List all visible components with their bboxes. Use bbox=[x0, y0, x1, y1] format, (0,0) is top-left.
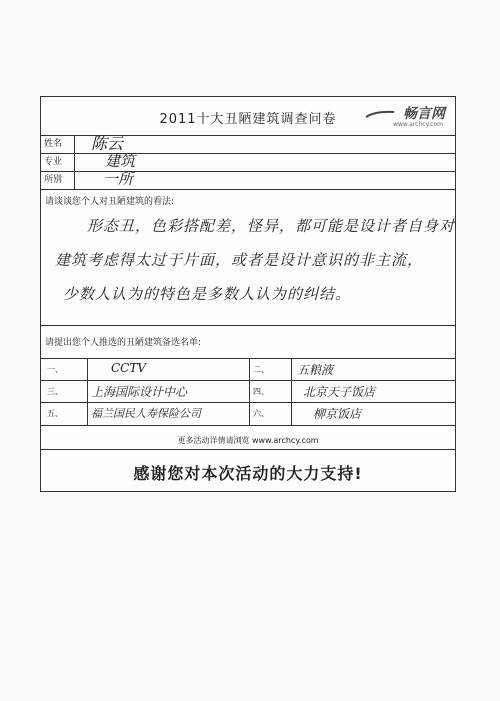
nomination-num: 六、 bbox=[253, 409, 269, 418]
nomination-num: 五、 bbox=[47, 409, 63, 418]
section-divider bbox=[41, 325, 455, 326]
divider bbox=[249, 359, 250, 381]
dept-label: 所别 bbox=[41, 171, 75, 189]
nomination-name: 五粮液 bbox=[297, 363, 334, 377]
divider bbox=[249, 403, 250, 425]
opinion-question: 请谈谈您个人对丑陋建筑的看法: bbox=[45, 197, 175, 207]
swoosh-icon bbox=[365, 109, 395, 119]
logo-url: www.archcy.com bbox=[393, 121, 443, 128]
opinion-line-1: 形态丑，色彩搭配差，怪异，都可能是设计者自身对 bbox=[87, 217, 456, 235]
divider bbox=[249, 381, 250, 403]
opinion-line-2: 建筑考虑得太过于片面，或者是设计意识的非主流， bbox=[55, 251, 424, 269]
name-row bbox=[41, 135, 455, 154]
divider bbox=[291, 403, 292, 425]
nomination-name: 柳京饭店 bbox=[313, 407, 362, 421]
nomination-num: 一、 bbox=[47, 365, 63, 374]
thanks-message: 感谢您对本次活动的大力支持! bbox=[133, 464, 363, 483]
nomination-name: 上海国际设计中心 bbox=[91, 385, 188, 399]
section-divider bbox=[41, 449, 455, 450]
divider bbox=[291, 359, 292, 381]
major-label: 专业 bbox=[41, 153, 75, 171]
dept-value: 一所 bbox=[103, 170, 134, 188]
opinion-line-3: 少数人认为的特色是多数人认为的纠结。 bbox=[63, 285, 352, 303]
major-value: 建筑 bbox=[105, 152, 136, 170]
survey-form bbox=[40, 96, 456, 492]
nomination-name: CCTV bbox=[111, 361, 147, 375]
divider bbox=[87, 403, 88, 425]
nomination-row bbox=[41, 380, 455, 403]
name-label: 姓名 bbox=[41, 135, 75, 153]
logo-brand: 畅言网 bbox=[403, 106, 445, 122]
nominations-question: 请提出您个人推选的丑陋建筑备选名单: bbox=[45, 338, 202, 348]
name-value: 陈云 bbox=[91, 134, 124, 153]
nomination-name: 福兰国民人寿保险公司 bbox=[91, 407, 201, 420]
archcy-logo bbox=[365, 103, 445, 131]
dept-row bbox=[41, 171, 455, 190]
more-info-text: 更多活动详情请浏览 www.archcy.com bbox=[177, 436, 319, 445]
nomination-row bbox=[41, 358, 455, 381]
divider bbox=[87, 381, 88, 403]
form-title: 2011十大丑陋建筑调查问卷 bbox=[159, 112, 337, 127]
nomination-name: 北京天子饭店 bbox=[303, 385, 376, 399]
divider bbox=[291, 381, 292, 403]
divider bbox=[87, 359, 88, 381]
nomination-row bbox=[41, 402, 455, 426]
nomination-num: 四、 bbox=[253, 387, 269, 396]
nomination-num: 三、 bbox=[47, 387, 63, 396]
nomination-num: 二、 bbox=[253, 365, 269, 374]
